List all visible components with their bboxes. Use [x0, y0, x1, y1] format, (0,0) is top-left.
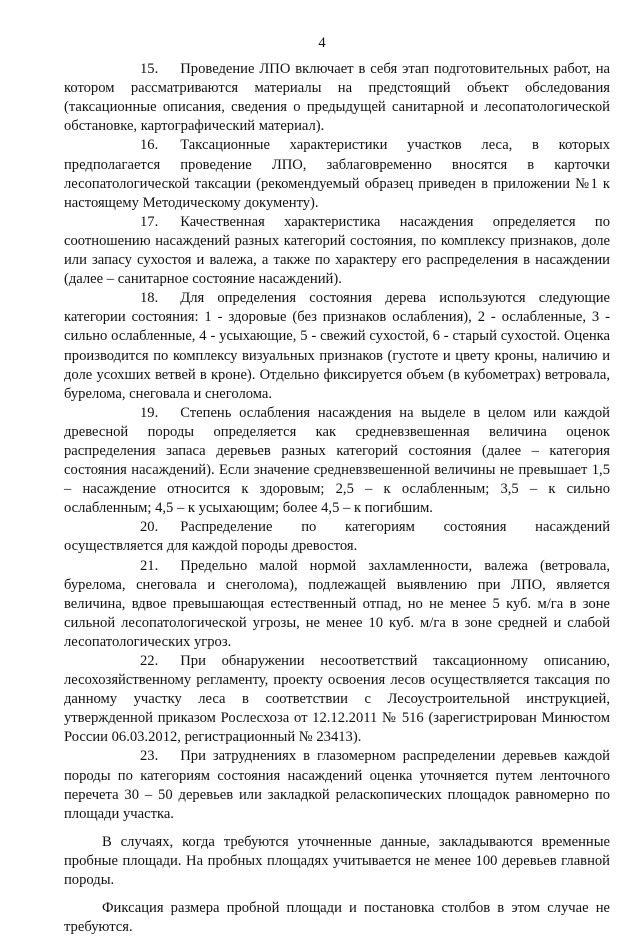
- paragraph-20: [64, 518, 610, 556]
- paragraph-22: [64, 652, 610, 747]
- paragraph-number: 19.: [140, 404, 159, 421]
- paragraph-18: [64, 289, 610, 404]
- paragraph-number: 16.: [140, 137, 159, 154]
- paragraph-text: При затруднениях в глазомерном распределении деревьев каждой породы по категориям состояния насаждений оценка уточняется путем ленточного перечета 30 – 50 деревьев или закладкой реласкопических площадок равномерно по площади участка.: [64, 748, 610, 822]
- paragraph-number: 22.: [140, 653, 159, 669]
- paragraph-text: Таксационные характеристики участков леса, в которых предполагается проведение ЛПО, заблаговременно вносятся в карточки лесопатологической таксации (рекомендуемый образец приведен в приложении №1 к настоящему Методическому документу).: [64, 137, 610, 211]
- paragraph-text: Степень ослабления насаждения на выделе в целом или каждой древесной породы определяется как средневзвешенная величина оценок распределения запаса деревьев разных категорий состояния (далее – категория состояния насаждений). Если значение средневзвешенной величины не превышает 1,5 – насаждение относится к здоровым; 2,5 – к ослабленным; 3,5 – к сильно ослабленным; 4,5 – к усыхающим; более 4,5 – к погибшим.: [64, 404, 610, 517]
- paragraph-text: Фиксация размера пробной площади и постановка столбов в этом случае не требуются.: [64, 900, 610, 936]
- paragraph-23: [64, 747, 610, 823]
- paragraph-21: [64, 557, 610, 652]
- paragraph-text: При обнаружении несоответствий таксационному описанию, лесохозяйственному регламенту, проекту освоения лесов осуществляется таксация по данному участку леса в соответствии с Лесоустроительной инструкцией, утвержденной приказом Рослесхоза от 12.12.2011 № 516 (зарегистрирован Минюстом России 06.03.2012, регистрационный № 23413).: [64, 653, 610, 746]
- paragraph-number: 18.: [140, 290, 159, 307]
- paragraph-text: Предельно малой нормой захламленности, валежа (ветровала, бурелома, снеговала и снеголома), подлежащей выявлению при ЛПО, является величина, вдвое превышающая естественный отпад, но не менее 5 куб. м/га в зоне сильной лесопатологической угрозы, не менее 10 куб. м/га в зоне средней и слабой лесопатологических угроз.: [64, 557, 610, 650]
- paragraph-number: 21.: [140, 557, 159, 574]
- paragraph-text: Качественная характеристика насаждения определяется по соотношению насаждений разных категорий состояния, по комплексу признаков, доле или запасу сухостоя и валежа, а также по характеру его распределения в насаждении (далее – санитарное состояние насаждений).: [64, 213, 610, 288]
- paragraph-17: [64, 213, 610, 289]
- paragraph-19: [64, 404, 610, 519]
- page-number: 4: [318, 35, 326, 51]
- paragraph-number: 23.: [140, 748, 159, 765]
- paragraph-15: [64, 60, 610, 136]
- paragraph-text: В случаях, когда требуются уточненные данные, закладываются временные пробные площади. На пробных площадях учитывается не менее 100 деревьев главной породы.: [64, 833, 610, 889]
- paragraph-number: 15.: [140, 61, 159, 78]
- paragraph-text: Проведение ЛПО включает в себя этап подготовительных работ, на котором рассматриваются материалы на предстоящий объект обследования (таксационные описания, сведения о предыдущей санитарной и лесопатологической обстановке, картографический материал).: [64, 61, 610, 135]
- paragraph-number: 17.: [140, 213, 159, 230]
- paragraph-text: Для определения состояния дерева используются следующие категории состояния: 1 - здоровые (без признаков ослабления), 2 - ослабленные, 3 - сильно ослабленные, 4 - усыхающие, 5 - свежий сухостой, 6 - старый сухостой. Оценка производится по комплексу визуальных признаков (густоте и цвету кроны, наличию и доле усохших ветвей в кроне). Отдельно фиксируется объем (в кубометрах) ветровала, бурелома, снеговала и снеголома.: [64, 290, 610, 402]
- paragraph-temporary-plots: [64, 833, 610, 890]
- paragraph-16: [64, 136, 610, 212]
- paragraph-text: Распределение по категориям состояния насаждений осуществляется для каждой породы древостоя.: [64, 519, 610, 555]
- paragraph-number: 20.: [140, 519, 159, 536]
